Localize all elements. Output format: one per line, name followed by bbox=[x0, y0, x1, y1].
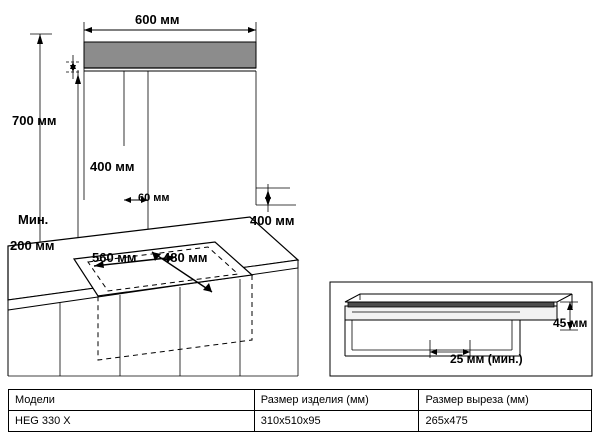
cell-model: HEG 330 X bbox=[9, 411, 255, 432]
table-row bbox=[9, 411, 592, 432]
cell-product-size: 310x510x95 bbox=[254, 411, 419, 432]
label-min-200-line1: Мин. bbox=[18, 212, 49, 227]
detail-hob-plate bbox=[345, 294, 572, 302]
table-header-model: Модели bbox=[9, 390, 255, 411]
detail-hob-top bbox=[348, 302, 554, 307]
spec-table bbox=[8, 389, 592, 432]
label-min-200-line2: 200 мм bbox=[10, 238, 55, 253]
label-cutout-480: 480 мм bbox=[163, 250, 208, 265]
label-detail-45: 45 мм bbox=[553, 316, 588, 330]
table-header-product-size: Размер изделия (мм) bbox=[254, 390, 419, 411]
label-hood-width: 600 мм bbox=[135, 12, 180, 27]
hood-body bbox=[84, 42, 256, 68]
label-depth-60: 60 мм bbox=[138, 192, 170, 204]
table-header-cutout-size: Размер выреза (мм) bbox=[419, 390, 592, 411]
label-detail-25: 25 мм (мин.) bbox=[450, 352, 523, 366]
detail-worktop bbox=[345, 306, 557, 320]
cell-cutout-size: 265x475 bbox=[419, 411, 592, 432]
label-height-400: 400 мм bbox=[90, 159, 135, 174]
label-height-700: 700 мм bbox=[12, 113, 57, 128]
label-side-400: 400 мм bbox=[250, 213, 295, 228]
table-header-row bbox=[9, 390, 592, 411]
label-cutout-560: 560 мм bbox=[92, 250, 137, 265]
